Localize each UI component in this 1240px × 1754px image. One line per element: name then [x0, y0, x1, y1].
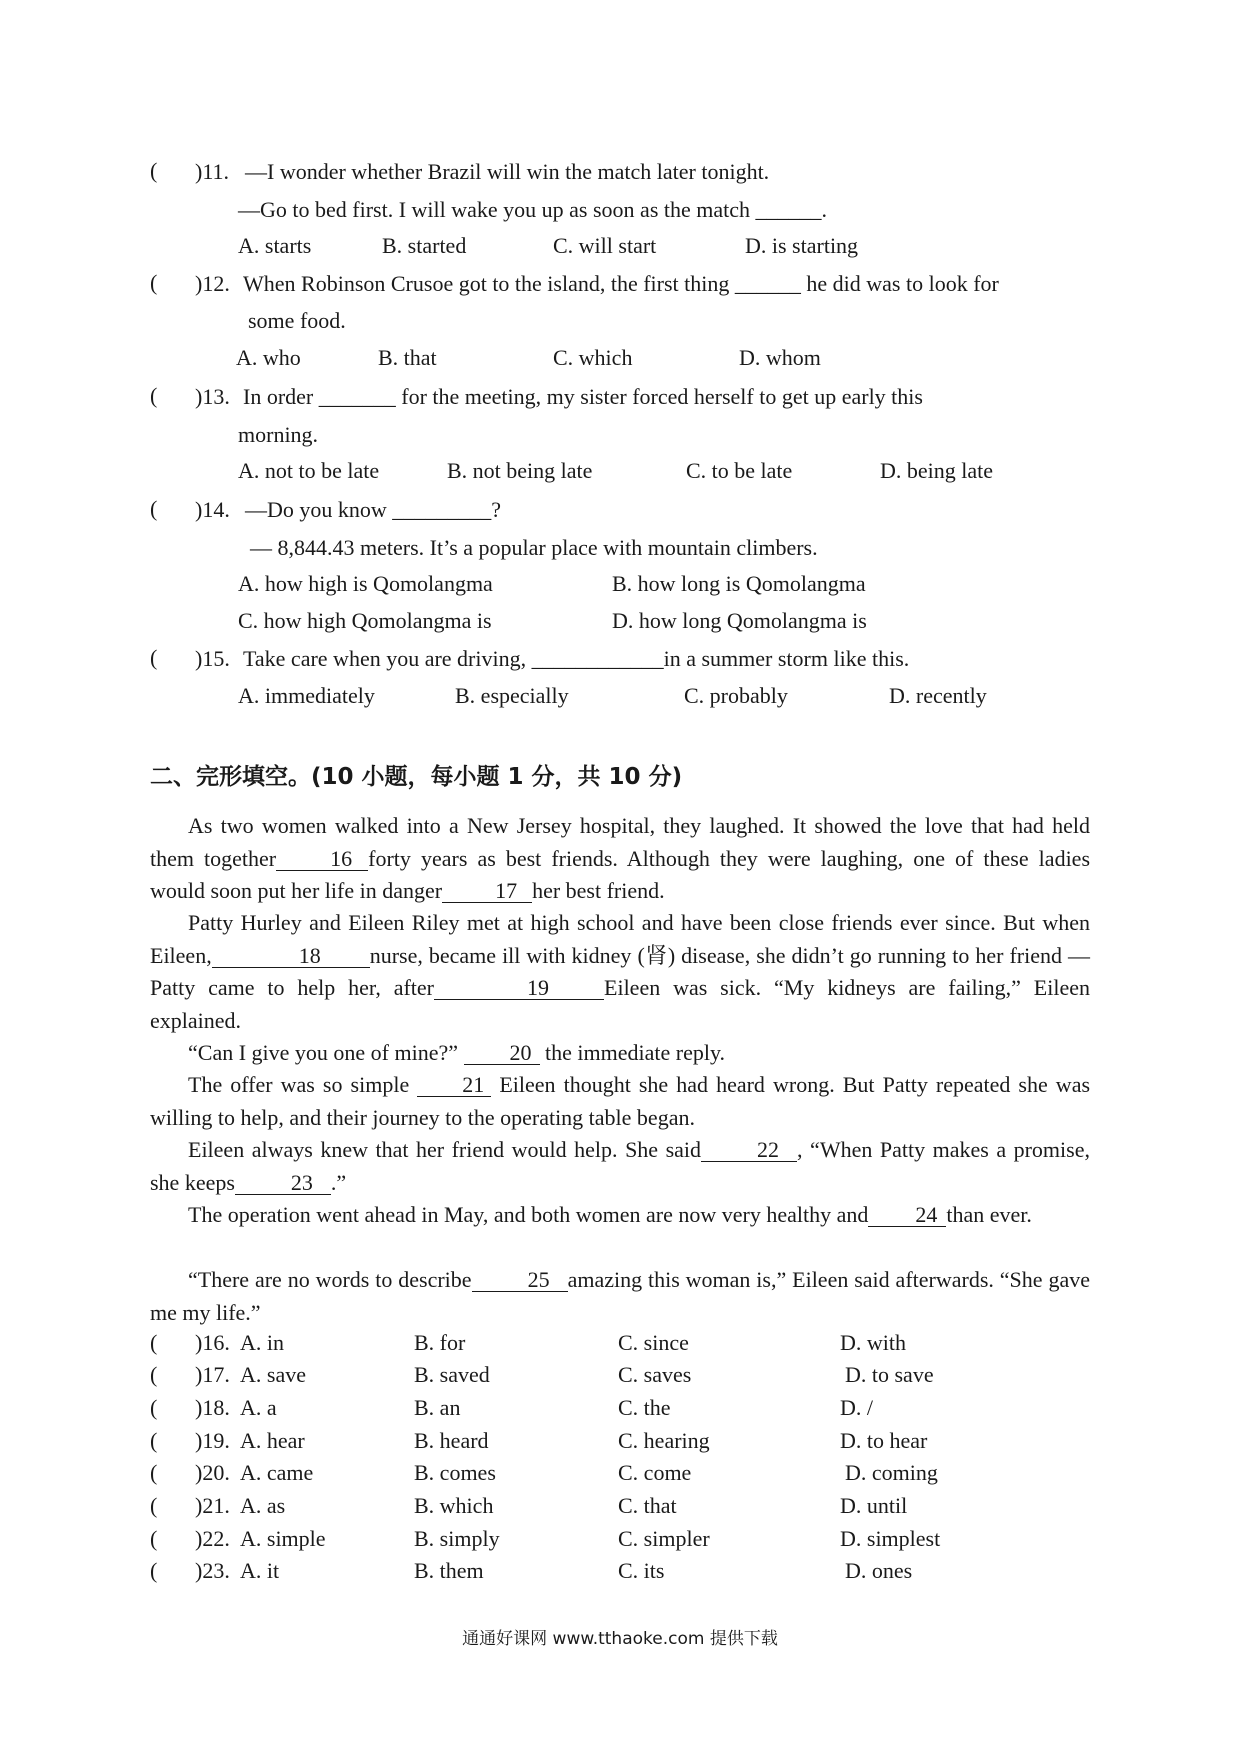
option-c: C. since	[618, 1330, 689, 1355]
answer-paren: (	[150, 1526, 158, 1551]
option-b: B. which	[414, 1493, 494, 1518]
blank-22: 22	[701, 1139, 797, 1162]
answer-paren: (	[150, 1395, 158, 1420]
option-b: B. saved	[414, 1362, 490, 1387]
answer-paren: (	[150, 1428, 158, 1453]
blank-23: 23	[235, 1172, 331, 1195]
blank-20: 20	[464, 1042, 540, 1065]
option-c: C. its	[618, 1558, 665, 1583]
question-number: )21.	[195, 1493, 230, 1518]
option-a: A. how high is Qomolangma	[238, 571, 493, 596]
option-b: B. not being late	[447, 458, 593, 483]
passage-paragraph-3	[150, 1037, 1090, 1070]
passage-text: The offer was so simple	[188, 1072, 410, 1097]
option-d: D. is starting	[745, 233, 859, 258]
question-number: )17.	[195, 1362, 230, 1387]
option-c: C. the	[618, 1395, 671, 1420]
question-number: )15.	[195, 646, 230, 671]
question-number: )20.	[195, 1460, 230, 1485]
option-a: A. who	[236, 345, 301, 370]
answer-paren: (	[150, 1558, 158, 1583]
passage-paragraph-1	[150, 810, 1090, 908]
question-number: )23.	[195, 1558, 230, 1583]
option-d: D. /	[840, 1395, 873, 1420]
option-d: D. whom	[739, 345, 821, 370]
blank-17: 17	[442, 880, 532, 903]
question-stem: Take care when you are driving, ____________in a summer storm like this.	[243, 646, 910, 671]
option-d: D. to save	[845, 1362, 934, 1387]
blank-19: 19	[434, 977, 604, 1000]
passage-text: As two women walked into a New Jersey hospital, they laughed. It showed the love that had held them together	[150, 813, 1090, 871]
question-stem: —Do you know _________?	[245, 497, 502, 522]
passage-text: the immediate reply.	[545, 1040, 726, 1065]
passage-text: than ever.	[946, 1202, 1032, 1227]
passage-text: her best friend.	[532, 878, 665, 903]
passage-text: The operation went ahead in May, and both women are now very healthy and	[188, 1202, 869, 1227]
answer-paren: (	[150, 1330, 158, 1355]
option-c: C. to be late	[686, 458, 793, 483]
passage-text: , “When Patty makes a promise, she keeps	[150, 1137, 1090, 1195]
option-d: D. with	[840, 1330, 906, 1355]
option-c: C. hearing	[618, 1428, 710, 1453]
option-c: C. that	[618, 1493, 677, 1518]
question-number: )13.	[195, 384, 230, 409]
option-a: A. save	[240, 1362, 306, 1387]
blank-21: 21	[417, 1074, 491, 1097]
passage-text: Patty Hurley and Eileen Riley met at high school and have been close friends ever since. But when Eileen,	[150, 910, 1090, 968]
option-d: D. coming	[845, 1460, 938, 1485]
answer-paren: (	[150, 383, 158, 408]
option-d: D. simplest	[840, 1526, 941, 1551]
passage-paragraph-7	[150, 1264, 1090, 1329]
passage-text: amazing this woman is,” Eileen said afterwards. “She gave me my life.”	[150, 1267, 1090, 1325]
answer-paren: (	[150, 1362, 158, 1387]
section-title: 二、完形填空。(10 小题，每小题 1 分，共 10 分)	[150, 764, 683, 790]
passage-text: Eileen thought she had heard wrong. But Patty repeated she was willing to help, and their journey to the operating table began.	[150, 1072, 1091, 1130]
blank-25: 25	[472, 1269, 568, 1292]
passage-text: .”	[330, 1169, 347, 1195]
passage-paragraph-5	[150, 1134, 1090, 1199]
option-a: A. in	[240, 1330, 284, 1355]
option-a: A. as	[240, 1493, 286, 1518]
option-b: B. for	[414, 1330, 466, 1355]
blank-24: 24	[868, 1204, 946, 1227]
option-d: D. ones	[845, 1558, 913, 1583]
option-b: B. how long is Qomolangma	[612, 571, 866, 596]
passage-text: nurse, became ill with kidney (肾) disease, she didn’t go running to her friend — Patty came to help her, after	[150, 942, 1090, 1000]
page-footer: 通通好课网 www.tthaoke.com 提供下载	[462, 1629, 778, 1649]
option-d: D. until	[840, 1493, 908, 1518]
option-d: D. how long Qomolangma is	[612, 608, 867, 633]
option-c: C. come	[618, 1460, 692, 1485]
passage-paragraph-2	[150, 907, 1090, 1037]
passage-text: forty years as best friends. Although they were laughing, one of these ladies would soon put her life in danger	[150, 845, 1091, 903]
option-a: A. starts	[238, 233, 312, 258]
option-a: A. came	[240, 1460, 314, 1485]
option-d: D. to hear	[840, 1428, 928, 1453]
passage-paragraph-4	[150, 1069, 1090, 1134]
question-number: )14.	[195, 497, 230, 522]
question-number: )22.	[195, 1526, 230, 1551]
option-a: A. a	[240, 1395, 277, 1420]
passage-text: “There are no words to describe	[188, 1267, 472, 1292]
passage-paragraph-6	[150, 1199, 1090, 1232]
option-b: B. started	[382, 233, 467, 258]
option-a: A. hear	[240, 1428, 305, 1453]
option-b: B. heard	[414, 1428, 489, 1453]
question-stem-2: some food.	[248, 308, 346, 333]
question-number: )12.	[195, 271, 230, 296]
answer-paren: (	[150, 1493, 158, 1518]
question-stem-2: — 8,844.43 meters. It’s a popular place with mountain climbers.	[250, 535, 818, 560]
question-stem: —I wonder whether Brazil will win the match later tonight.	[245, 159, 770, 184]
passage-text: Eileen was sick. “My kidneys are failing,” Eileen explained.	[150, 975, 1090, 1033]
option-a: A. it	[240, 1558, 280, 1583]
option-c: C. which	[553, 345, 633, 370]
question-number: )18.	[195, 1395, 230, 1420]
blank-16: 16	[276, 848, 368, 871]
answer-paren: (	[150, 496, 158, 521]
question-number: )19.	[195, 1428, 230, 1453]
question-stem: In order _______ for the meeting, my sister forced herself to get up early this	[243, 384, 923, 409]
blank-18: 18	[212, 945, 370, 968]
answer-paren: (	[150, 270, 158, 295]
passage-text: Eileen always knew that her friend would help. She said	[188, 1137, 702, 1162]
question-number: )11.	[195, 159, 230, 184]
option-b: B. an	[414, 1395, 461, 1420]
answer-paren: (	[150, 158, 158, 183]
option-a: A. not to be late	[238, 458, 380, 483]
question-stem-2: —Go to bed first. I will wake you up as soon as the match ______.	[238, 197, 828, 222]
option-d: D. being late	[880, 458, 994, 483]
option-a: A. immediately	[238, 683, 375, 708]
option-b: B. simply	[414, 1526, 500, 1551]
passage-text: “Can I give you one of mine?”	[188, 1040, 459, 1065]
option-c: C. simpler	[618, 1526, 710, 1551]
question-number: )16.	[195, 1330, 230, 1355]
option-b: B. them	[414, 1558, 484, 1583]
question-stem-2: morning.	[238, 422, 319, 447]
option-b: B. especially	[455, 683, 569, 708]
answer-paren: (	[150, 645, 158, 670]
question-stem: When Robinson Crusoe got to the island, the first thing ______ he did was to look for	[243, 271, 999, 296]
option-c: C. how high Qomolangma is	[238, 608, 492, 633]
option-b: B. that	[378, 345, 437, 370]
answer-paren: (	[150, 1460, 158, 1485]
option-c: C. saves	[618, 1362, 692, 1387]
option-a: A. simple	[240, 1526, 326, 1551]
option-b: B. comes	[414, 1460, 496, 1485]
option-c: C. probably	[684, 683, 788, 708]
option-c: C. will start	[553, 233, 657, 258]
option-d: D. recently	[889, 683, 987, 708]
